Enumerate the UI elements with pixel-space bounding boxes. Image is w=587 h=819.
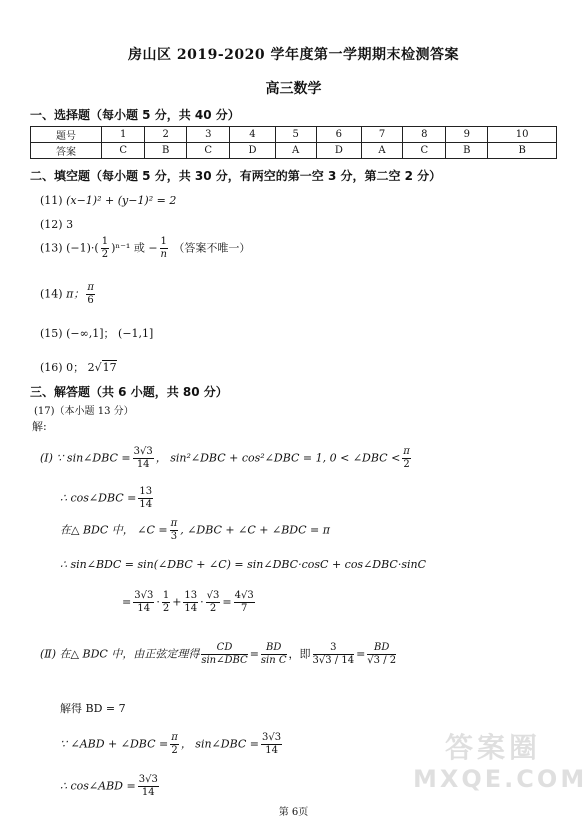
table-cell: 3 xyxy=(187,127,230,143)
math-expression: ，即 xyxy=(288,647,311,661)
denominator: 2 xyxy=(162,603,170,614)
table-cell: A xyxy=(275,143,316,159)
denominator: sin∠DBC xyxy=(201,655,248,666)
denominator: 2 xyxy=(209,603,217,614)
math-expression: π； xyxy=(66,287,85,301)
table-cell: 答案 xyxy=(31,143,102,159)
denominator: 14 xyxy=(184,603,198,614)
denominator: n xyxy=(160,249,167,260)
table-cell: B xyxy=(488,143,557,159)
denominator: 14 xyxy=(265,745,278,756)
numerator: π xyxy=(171,732,178,743)
section-heading-solve: 三、解答题（共 6 小题，共 80 分） xyxy=(30,385,228,399)
solution-line-1 xyxy=(40,446,413,471)
solution-line-6: (Ⅱ) 在△ BDC 中，由正弦定理得 $\frac{CD}{\text{sin∠DBC}}$ = $\frac{BD}{\text{sin C}}$ ，即 $\frac{3}{3√3 / 14}$ = $\frac{BD}{√3 / 2}$ xyxy=(40,642,397,666)
section-heading-fill: 二、填空题（每小题 5 分，共 30 分，有两空的第一空 3 分，第二空 2 分） xyxy=(30,169,442,183)
answer-q16: (16) 0； 2√17 xyxy=(40,361,117,374)
math-expression: ， sin∠DBC = xyxy=(180,737,260,751)
fraction xyxy=(133,590,154,615)
denominator: 6 xyxy=(87,295,94,306)
fraction xyxy=(101,236,109,261)
numerator: 1 xyxy=(160,236,167,247)
note: （答案不唯一） xyxy=(173,241,251,255)
question-number: (11) xyxy=(40,194,63,207)
table-cell: 2 xyxy=(145,127,187,143)
fraction xyxy=(313,642,355,667)
math-expression: 在△ BDC 中， ∠C = xyxy=(60,523,168,537)
math-expression: (−∞,1]； (−1,1] xyxy=(66,327,154,340)
numerator: 3√3 xyxy=(262,732,282,743)
denominator: sin C xyxy=(260,655,287,666)
table-cell: 4 xyxy=(230,127,275,143)
question-number: (15) xyxy=(40,327,63,340)
denominator: √3 / 2 xyxy=(367,655,397,666)
page-number: 第 6页 xyxy=(278,807,309,818)
document-title: 房山区 2019-2020 学年度第一学期期末检测答案 xyxy=(128,47,459,63)
math-expression: )ⁿ⁻¹ 或 − xyxy=(111,241,158,255)
numerator: BD xyxy=(261,642,287,655)
table-cell: 7 xyxy=(361,127,402,143)
sqrt-radicand: 17 xyxy=(102,361,117,374)
table-cell: B xyxy=(145,143,187,159)
answer-table xyxy=(30,126,557,159)
numerator: CD xyxy=(201,642,247,655)
denominator: 7 xyxy=(240,603,248,614)
math-expression: , ∠DBC + ∠C + ∠BDC = π xyxy=(180,523,330,537)
answer-q15 xyxy=(40,325,153,341)
solution-line-4 xyxy=(60,558,426,571)
numerator: 3√3 xyxy=(134,590,154,601)
equals-sign: = xyxy=(122,595,132,609)
math-expression: 3 xyxy=(66,218,74,231)
question-number: (13) xyxy=(40,241,63,255)
fraction xyxy=(170,732,179,757)
math-expression: ∴ cos∠ABD = xyxy=(60,779,136,793)
fraction xyxy=(160,236,168,261)
numerator: 1 xyxy=(101,236,109,247)
math-expression: ∴ sin∠BDC = sin(∠DBC + ∠C) = sin∠DBC·cosC + cos∠DBC·sinC xyxy=(60,558,426,571)
numerator: 13 xyxy=(139,486,153,497)
table-cell: C xyxy=(102,143,145,159)
numerator: π xyxy=(403,446,410,457)
fraction xyxy=(234,590,255,615)
fraction xyxy=(183,590,198,615)
numerator: 3√3 xyxy=(133,446,153,457)
table-row xyxy=(31,143,557,159)
numerator: 4√3 xyxy=(234,590,254,601)
fraction xyxy=(206,590,221,615)
document-subtitle: 高三数学 xyxy=(265,81,322,97)
watermark-text: 答案圈 xyxy=(444,731,541,764)
fraction xyxy=(201,642,247,667)
numerator: π xyxy=(87,282,94,293)
section-heading-choice: 一、选择题（每小题 5 分，共 40 分） xyxy=(30,108,240,122)
fraction xyxy=(86,282,95,307)
answer-q11 xyxy=(40,194,176,207)
math-expression: (x−1)² + (y−1)² = 2 xyxy=(66,194,177,207)
fraction xyxy=(162,590,170,615)
solution-line-5: = $\frac{3√3}{14}$ · $\frac{1}{2}$ + $\frac{13}{14}$ · $\frac{√3}{2}$ = $\frac{4√3}{7}$ xyxy=(122,590,254,614)
fraction xyxy=(367,642,396,667)
math-expression: ∵ ∠ABD + ∠DBC = xyxy=(60,737,169,751)
fraction xyxy=(138,774,159,799)
table-row xyxy=(31,127,557,143)
question-number: (14) xyxy=(40,287,63,301)
watermark-logo xyxy=(413,731,587,801)
denominator: 3 xyxy=(170,531,178,542)
denominator: 14 xyxy=(137,603,151,614)
table-cell: 10 xyxy=(488,127,557,143)
numerator: √3 xyxy=(206,590,220,601)
numerator: 3√3 xyxy=(138,774,158,785)
solution-line-9 xyxy=(60,774,161,799)
solve-label: 解: xyxy=(32,420,47,433)
table-cell: D xyxy=(230,143,275,159)
math-expression: (Ⅱ) 在△ BDC 中，由正弦定理得 xyxy=(40,647,200,661)
table-cell: 8 xyxy=(403,127,446,143)
fraction xyxy=(261,732,282,757)
solution-line-3 xyxy=(60,518,330,543)
table-cell: 5 xyxy=(275,127,316,143)
denominator: 14 xyxy=(139,499,153,510)
answer-q12 xyxy=(40,218,73,231)
table-cell: C xyxy=(403,143,446,159)
fraction xyxy=(138,486,153,511)
fraction xyxy=(402,446,411,471)
fraction xyxy=(261,642,287,667)
numerator: π xyxy=(170,518,178,529)
denominator: 3√3 / 14 xyxy=(312,655,355,666)
q17-title: (17)（本小题 13 分） xyxy=(34,406,134,417)
table-cell: 1 xyxy=(102,127,145,143)
solution-line-7: 解得 BD = 7 xyxy=(60,702,126,715)
question-number: (12) xyxy=(40,218,63,231)
denominator: 14 xyxy=(136,459,150,470)
math-expression: (Ⅰ) ∵ sin∠DBC = xyxy=(40,451,131,465)
watermark-url: MXQE.COM xyxy=(413,765,587,793)
fraction xyxy=(170,518,179,543)
denominator: 2 xyxy=(101,249,109,260)
math-expression: (−1)·( xyxy=(66,241,99,255)
math-expression: ， sin²∠DBC + cos²∠DBC = 1, 0 < ∠DBC < xyxy=(155,451,401,465)
numerator: BD xyxy=(367,642,396,655)
denominator: 2 xyxy=(403,459,410,470)
solution-line-2 xyxy=(60,486,155,511)
table-cell: C xyxy=(187,143,230,159)
solution-line-8 xyxy=(60,732,284,757)
numerator: 13 xyxy=(184,590,198,601)
answer-q14 xyxy=(40,282,97,307)
answer-q13 xyxy=(40,236,250,261)
table-cell: 9 xyxy=(446,127,488,143)
denominator: 2 xyxy=(171,745,178,756)
table-cell: D xyxy=(316,143,361,159)
fraction xyxy=(133,446,154,471)
table-cell: 6 xyxy=(316,127,361,143)
math-expression: ∴ cos∠DBC = xyxy=(60,491,137,505)
table-cell: A xyxy=(361,143,402,159)
numerator: 3 xyxy=(313,642,355,655)
math-expression: 0； 2 xyxy=(66,361,95,374)
numerator: 1 xyxy=(162,590,170,601)
table-cell: 题号 xyxy=(31,127,102,143)
question-number: (16) xyxy=(40,361,63,374)
table-cell: B xyxy=(446,143,488,159)
denominator: 14 xyxy=(141,787,155,798)
